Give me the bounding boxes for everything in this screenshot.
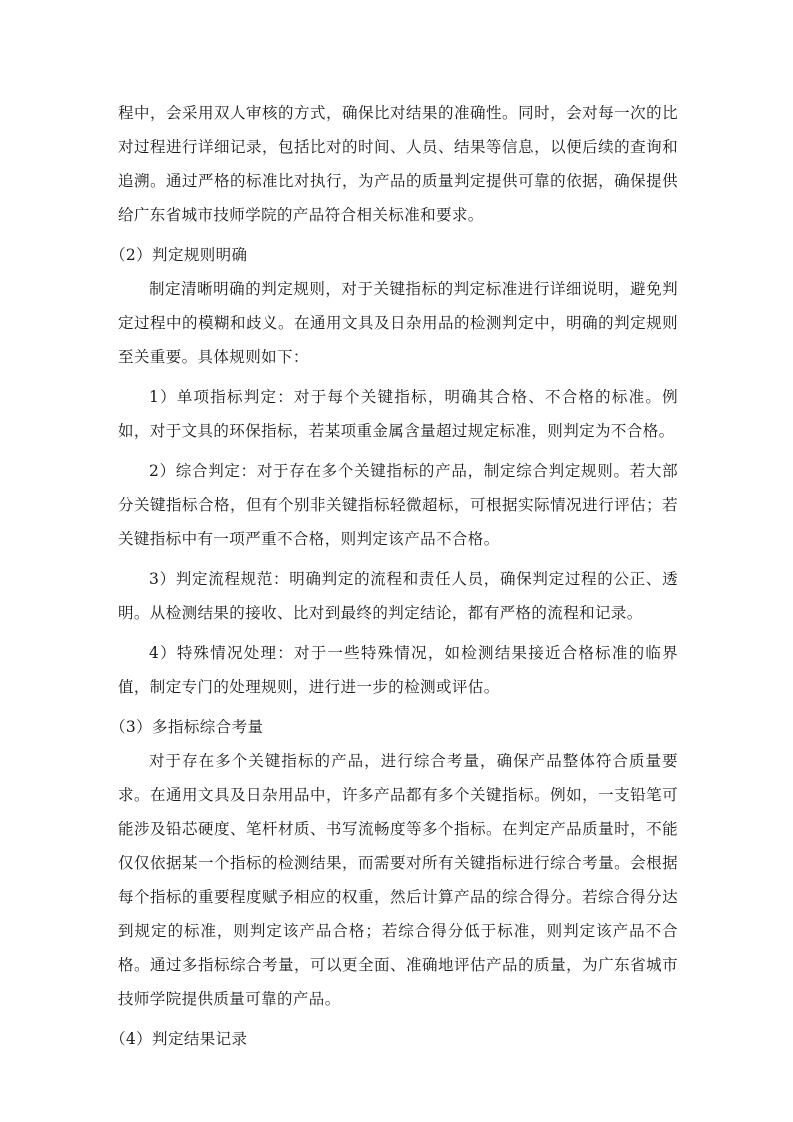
- paragraph-multi-indicator: 对于存在多个关键指标的产品，进行综合考量，确保产品整体符合质量要求。在通用文具及日杂用品中，许多产品都有多个关键指标。例如，一支铅笔可能涉及铅芯硬度、笔杆材质、书写流畅度等多个指标。在判定产品质量时，不能仅仅依据某一个指标的检测结果，而需要对所有关键指标进行综合考量。会根据每个指标的重要程度赋予相应的权重，然后计算产品的综合得分。若综合得分达到规定的标准，则判定该产品合格；若综合得分低于标准，则判定该产品不合格。通过多指标综合考量，可以更全面、准确地评估产品的质量，为广东省城市技师学院提供质量可靠的产品。: [118, 752, 678, 1008]
- paragraph-rule-single-indicator: 1）单项指标判定：对于每个关键指标，明确其合格、不合格的标准。例如，对于文具的环保指标，若某项重金属含量超过规定标准，则判定为不合格。: [118, 388, 678, 440]
- paragraph-judgment-rules-intro: 制定清晰明确的判定规则，对于关键指标的判定标准进行详细说明，避免判定过程中的模糊和歧义。在通用文具及日杂用品的检测判定中，明确的判定规则至关重要。具体规则如下：: [118, 280, 678, 366]
- section-heading-judgment-rules: （2）判定规则明确: [110, 246, 248, 264]
- section-heading-result-record: （4）判定结果记录: [110, 1030, 248, 1048]
- paragraph-rule-comprehensive: 2）综合判定：对于存在多个关键指标的产品，制定综合判定规则。若大部分关键指标合格，但有个别非关键指标轻微超标，可根据实际情况进行评估；若关键指标中有一项严重不合格，则判定该产品不合格。: [118, 462, 678, 548]
- paragraph-rule-special-cases: 4）特殊情况处理：对于一些特殊情况，如检测结果接近合格标准的临界值，制定专门的处理规则，进行进一步的检测或评估。: [118, 644, 678, 696]
- section-heading-multi-indicator: （3）多指标综合考量: [110, 718, 264, 736]
- paragraph-comparison-review: 程中，会采用双人审核的方式，确保比对结果的准确性。同时，会对每一次的比对过程进行详细记录，包括比对的时间、人员、结果等信息，以便后续的查询和追溯。通过严格的标准比对执行，为产品的质量判定提供可靠的依据，确保提供给广东省城市技师学院的产品符合相关标准和要求。: [118, 104, 678, 224]
- paragraph-rule-process: 3）判定流程规范：明确判定的流程和责任人员，确保判定过程的公正、透明。从检测结果的接收、比对到最终的判定结论，都有严格的流程和记录。: [118, 570, 678, 622]
- document-body: [110, 96, 678, 1056]
